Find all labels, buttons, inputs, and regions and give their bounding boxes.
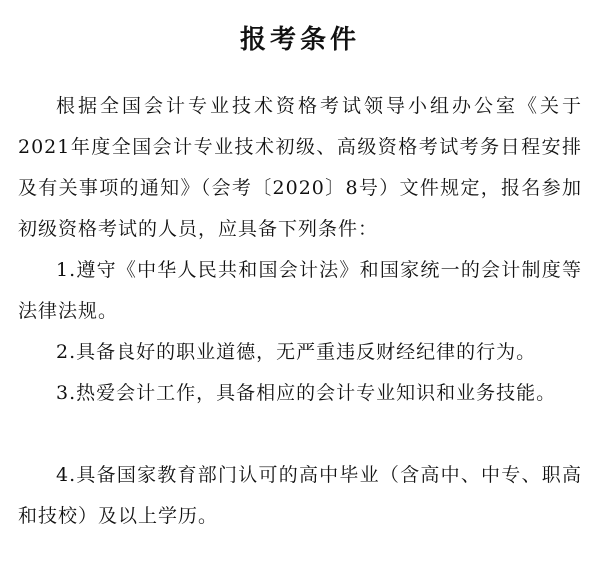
page-title: 报考条件 [239, 25, 360, 55]
condition-item-2: 2.具备良好的职业道德，无严重违反财经纪律的行为。 [56, 341, 537, 363]
condition-item-3: 3.热爱会计工作，具备相应的会计专业知识和业务技能。 [56, 382, 557, 404]
condition-item-1: 1.遵守《中华人民共和国会计法》和国家统一的会计制度等法律法规。 [18, 259, 582, 322]
intro-paragraph: 根据全国会计专业技术资格考试领导小组办公室《关于2021年度全国会计专业技术初级、高级资格考试考务日程安排及有关事项的通知》（会考〔2020〕8号）文件规定，报名参加初级资格考试的人员，应具备下列条件： [18, 95, 582, 240]
condition-item-4: 4.具备国家教育部门认可的高中毕业（含高中、中专、职高和技校）及以上学历。 [18, 464, 582, 527]
